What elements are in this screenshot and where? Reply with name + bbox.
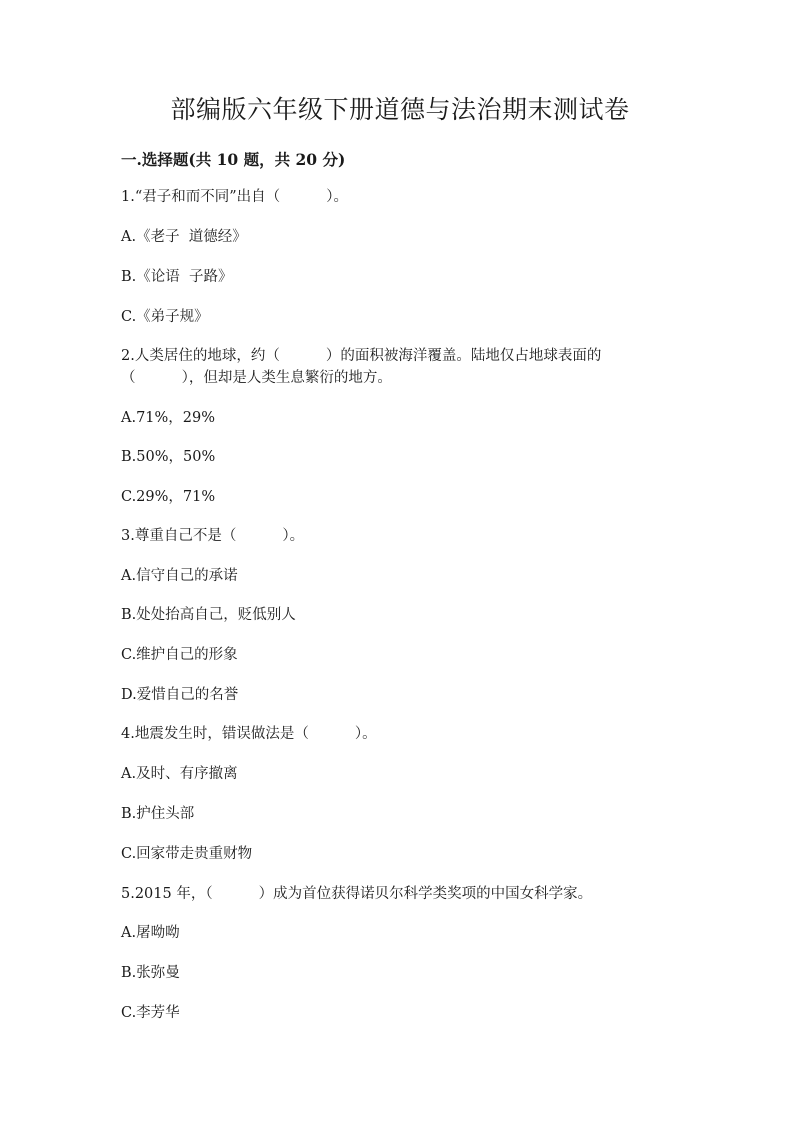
question-2-option-a: A.71%，29% bbox=[121, 410, 216, 426]
question-5-stem: 5.2015 年，（ ）成为首位获得诺贝尔科学类奖项的中国女科学家。 bbox=[121, 886, 593, 902]
question-3-option-a: A.信守自己的承诺 bbox=[121, 568, 238, 584]
question-3-option-c: C.维护自己的形象 bbox=[121, 647, 238, 663]
question-1-option-b: B.《论语 子路》 bbox=[121, 269, 233, 285]
question-5-option-a: A.屠呦呦 bbox=[121, 925, 180, 941]
question-1-stem: 1.“君子和而不同”出自（ ）。 bbox=[121, 189, 349, 205]
question-4-option-b: B.护住头部 bbox=[121, 806, 195, 822]
question-4-option-a: A.及时、有序撤离 bbox=[121, 766, 238, 782]
question-1-option-c: C.《弟子规》 bbox=[121, 309, 209, 325]
question-2-stem-line-1: 2.人类居住的地球，约（ ）的面积被海洋覆盖。陆地仅占地球表面的 bbox=[121, 348, 602, 364]
question-3-option-d: D.爱惜自己的名誉 bbox=[121, 687, 239, 703]
section-heading: 一.选择题(共 10 题，共 20 分) bbox=[121, 150, 346, 169]
question-5-option-c: C.李芳华 bbox=[121, 1005, 180, 1021]
question-3-stem: 3.尊重自己不是（ ）。 bbox=[121, 528, 305, 544]
question-4-stem: 4.地震发生时，错误做法是（ ）。 bbox=[121, 726, 377, 742]
question-2-option-b: B.50%，50% bbox=[121, 449, 216, 465]
question-4-option-c: C.回家带走贵重财物 bbox=[121, 846, 253, 862]
question-5-option-b: B.张弥曼 bbox=[121, 965, 180, 981]
page-title: 部编版六年级下册道德与法治期末测试卷 bbox=[170, 95, 630, 124]
question-3-option-b: B.处处抬高自己，贬低别人 bbox=[121, 607, 296, 623]
question-1-option-a: A.《老子 道德经》 bbox=[121, 229, 247, 245]
question-2-option-c: C.29%，71% bbox=[121, 489, 216, 505]
question-2-stem-line-2: （ ），但却是人类生息繁衍的地方。 bbox=[121, 370, 392, 386]
